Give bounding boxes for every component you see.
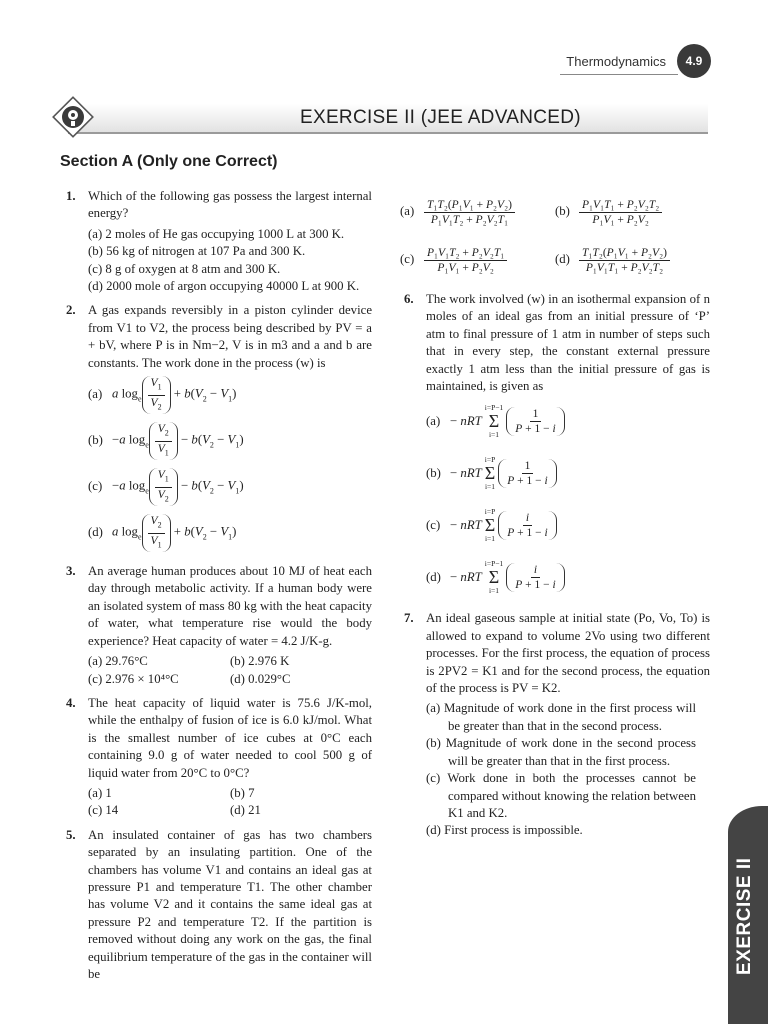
question-stem: Which of the following gas possess the largest internal energy? [88, 189, 372, 221]
option-a: (a) Magnitude of work done in the first process will be greater than that in the second process. [426, 701, 696, 733]
question-1 [62, 188, 372, 295]
options-row-cd [400, 236, 710, 284]
question-stem: An insulated container of gas has two chambers separated by an insulating partition. One of the chambers has volume V1 and contains an ideal gas at pressure P1 and temperature T1. The other chamber has volume V2 and it contains the same ideal gas at pressure P2 and temperature T2. If the partition is removed without doing any work on the gas, the final equilibrium temperature of the gas in the container will be [88, 827, 372, 981]
option-d: (d) a $\log_e$ $\frac{V_2}{V_1}$ + $b(V_2 - V_1)$ [88, 510, 372, 556]
option-c: (c) 8 g of oxygen at 8 atm and 300 K. [88, 261, 281, 276]
running-title: Thermodynamics [566, 54, 666, 69]
option-b: (b) 56 kg of nitrogen at 107 Pa and 300 K. [88, 244, 306, 259]
question-stem: The work involved (w) in an isothermal expansion of n moles of an ideal gas from an initial pressure of ‘P’ atm to final pressure of 1 atm in number of steps such that in every step, the constant external pressure exactly 1 atm less than the initial pressure of gas is maintained, is given as [426, 292, 710, 394]
section-title: Section A (Only one Correct) [60, 153, 278, 170]
right-column [400, 188, 710, 840]
option-d: (d) First process is impossible. [426, 823, 583, 838]
option-b: (b) Magnitude of work done in the second process will be greater than that in the first process. [426, 736, 696, 768]
option-d: (d) 2000 mole of argon occupying 40000 L at 900 K. [88, 279, 360, 294]
option-c: (c) 14 [88, 803, 119, 818]
option-b: (b) 7 [230, 785, 255, 800]
question-3 [62, 563, 372, 688]
option-a: (a) a $\log_e$ $\frac{V_1}{V_2}$ + $b(V_2 - V_1)$ [88, 372, 372, 418]
exercise-title: EXERCISE II (JEE ADVANCED) [300, 107, 581, 128]
option-c: (c) Work done in both the processes cannot be compared without knowing the relation between K1 and K2. [426, 771, 696, 820]
question-5 [62, 827, 372, 981]
options-grid [88, 785, 372, 820]
options-list [88, 226, 372, 296]
question-number: 2. [66, 303, 76, 318]
question-number: 7. [404, 611, 414, 626]
question-number: 1. [66, 189, 76, 203]
option-a: (a) 1 [88, 785, 112, 800]
question-stem: An average human produces about 10 MJ of heat each day through metabolic activity. If a human body were an isolated system of mass 80 kg with the heat capacity of water, what temperature rise would the body experience? Heat capacity of water = 4.2 J/K-g. [88, 564, 372, 648]
question-stem: The heat capacity of liquid water is 75.6 J/K-mol, while the enthalpy of fusion of ice is 6.0 kJ/mol. What is the smallest number of ice cubes at 0°C each containing 9.0 g of water needed to cool 500 g of liquid water from 20°C to 0°C? [88, 695, 372, 780]
option-b: (b) $\frac{\text{P₁V₁T₁ + P₂V₂T₂}}{\text{P₁V₁ + P₂V₂}}$ [555, 198, 710, 227]
question-6 [400, 291, 710, 603]
question-4 [62, 695, 372, 820]
options-row-ab [400, 188, 710, 236]
option-a: (a) $\frac{\text{T₁T₂(P₁V₁ + P₂V₂)}}{\text{P₁V₁T₂ + P₂V₂T₁}}$ [400, 198, 555, 227]
side-tab-label: EXERCISE II [734, 857, 755, 975]
question-stem: An ideal gaseous sample at initial state (Po, Vo, To) is allowed to expand to volume 2Vo using two different processes. For the first process, the equation of process is 2PV2 = K1 and for the second process, the equation of the process is PV = K2. [426, 611, 710, 696]
question-number: 6. [404, 292, 414, 306]
exercise-banner [68, 104, 708, 134]
header-rule [560, 74, 678, 75]
question-number: 5. [66, 827, 76, 842]
option-d: (d) − nRT i=P−1 Σ i=1 $\frac{i}{P + 1 - i}$ [426, 551, 710, 603]
option-b: (b) −a $\log_e$ $\frac{V_2}{V_1}$ − $b(V_2 - V_1)$ [88, 418, 372, 464]
option-a: (a) − nRT i=P−1 Σ i=1 $\frac{1}{P + 1 - i}$ [426, 395, 710, 447]
option-a: (a) 29.76°C [88, 654, 148, 669]
question-7 [400, 610, 710, 839]
option-c: (c) −a $\log_e$ $\frac{V_1}{V_2}$ − $b(V_2 - V_1)$ [88, 464, 372, 510]
option-d: (d) 21 [230, 803, 261, 818]
option-d: (d) $\frac{\text{T₁T₂(P₁V₁ + P₂V₂)}}{\text{P₁V₁T₁ + P₂V₂T₂}}$ [555, 246, 710, 275]
option-b: (b) − nRT i=P Σ i=1 $\frac{1}{P + 1 - i}$ [426, 447, 710, 499]
option-b: (b) 2.976 K [230, 654, 290, 669]
option-d: (d) 0.029°C [230, 671, 291, 686]
question-5-continued [400, 188, 710, 284]
brain-gear-icon [50, 94, 96, 140]
option-a: (a) 2 moles of He gas occupying 1000 L at 300 K. [88, 226, 345, 241]
options-list [426, 700, 710, 839]
left-column [62, 188, 372, 981]
question-stem: A gas expands reversibly in a piston cylinder device from V1 to V2, the process being described by PV = a + bV, where P is in Nm−2, V is in m3 and a and b are constants. The work done in the process (w) is [88, 303, 372, 370]
question-number: 3. [66, 564, 76, 579]
page-number-badge: 4.9 [677, 44, 711, 78]
question-2 [62, 302, 372, 556]
question-number: 4. [66, 695, 76, 710]
option-c: (c) 2.976 × 10⁴°C [88, 671, 179, 686]
option-c: (c) − nRT i=P Σ i=1 $\frac{i}{P + 1 - i}$ [426, 499, 710, 551]
options-grid [88, 653, 372, 688]
option-c: (c) $\frac{\text{P₁V₁T₂ + P₂V₂T₁}}{\text{P₁V₁ + P₂V₂}}$ [400, 246, 555, 275]
